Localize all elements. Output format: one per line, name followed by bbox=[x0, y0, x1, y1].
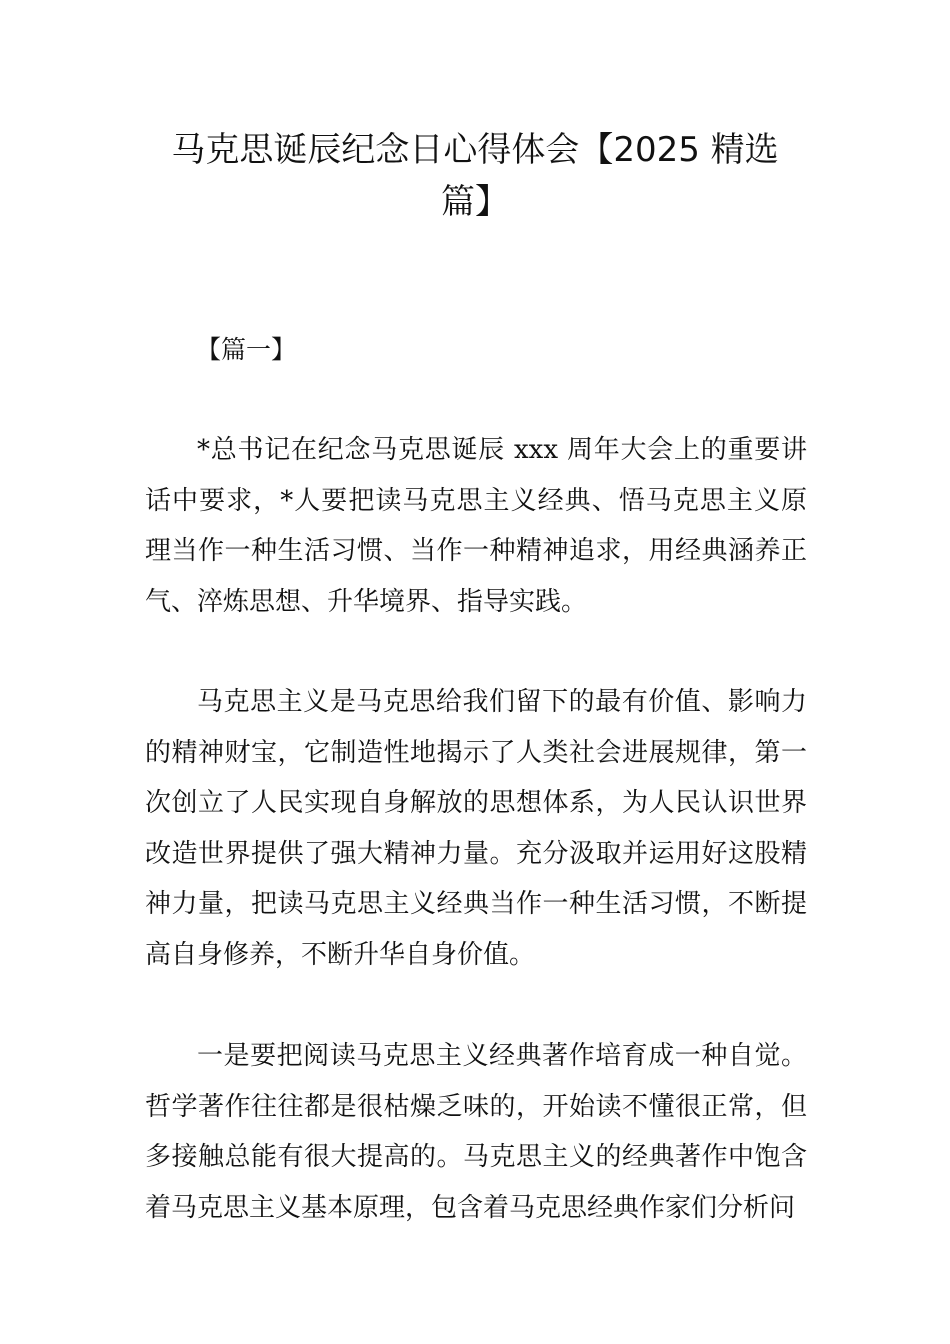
paragraph-1: *总书记在纪念马克思诞辰 xxx 周年大会上的重要讲话中要求，*人要把读马克思主义经典、悟马克思主义原理当作一种生活习惯、当作一种精神追求，用经典涵养正气、淬炼思想、升华境界、指导实践。 bbox=[145, 435, 807, 617]
document-title-line-1: 马克思诞辰纪念日心得体会【2025 精选 bbox=[171, 130, 779, 170]
paragraph-3: 一是要把阅读马克思主义经典著作培育成一种自觉。哲学著作往往都是很枯燥乏味的，开始读不懂很正常，但多接触总能有很大提高的。马克思主义的经典著作中饱含着马克思主义基本原理，包含着马克思经典作家们分析问 bbox=[145, 1041, 807, 1223]
paragraph-2: 马克思主义是马克思给我们留下的最有价值、影响力的精神财宝，它制造性地揭示了人类社会进展规律，第一次创立了人民实现自身解放的思想体系，为人民认识世界改造世界提供了强大精神力量。充分汲取并运用好这股精神力量，把读马克思主义经典当作一种生活习惯，不断提高自身修养，不断升华自身价值。 bbox=[145, 687, 807, 970]
section-marker: 【篇一】 bbox=[196, 335, 297, 364]
document-title bbox=[120, 124, 830, 228]
document-title-line-2: 篇】 bbox=[441, 182, 509, 222]
